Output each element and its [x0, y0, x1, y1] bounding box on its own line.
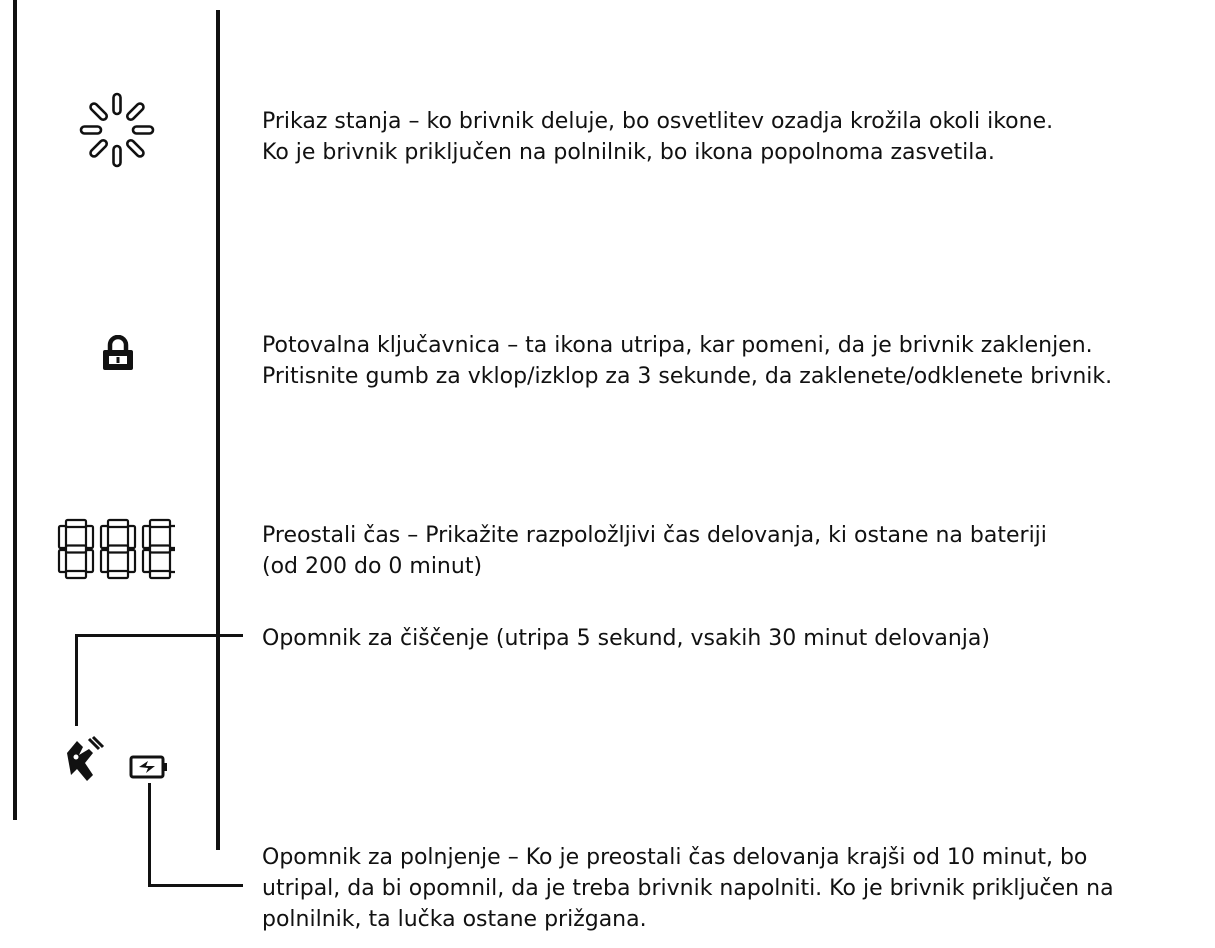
segment-3-c: [170, 550, 175, 572]
segment-3-e: [143, 550, 150, 572]
segment-3-g: [150, 546, 170, 553]
segment-1-e: [59, 550, 66, 572]
remaining-time-description-line-1: Preostali čas – Prikažite razpoložljivi čas delovanja, ki ostane na bateriji: [262, 523, 1047, 548]
lock-description-line-2: Pritisnite gumb za vklop/izklop za 3 sekunde, da zaklenete/odklenete brivnik.: [262, 364, 1113, 389]
remaining-time-description-line-2: (od 200 do 0 minut): [262, 554, 483, 579]
cleaning-leader-horizontal: [75, 634, 243, 637]
cleaning-description-line-1: Opomnik za čiščenje (utripa 5 sekund, vsakih 30 minut delovanja): [262, 626, 990, 651]
segment-1-g: [66, 546, 86, 553]
segment-2-d: [108, 571, 128, 578]
seven-segment-display-icon: [57, 518, 175, 580]
segment-1-f: [59, 526, 66, 548]
segment-2-g: [108, 546, 128, 553]
segment-1-d: [66, 571, 86, 578]
segment-3-f: [143, 526, 150, 548]
loading-spinner-icon: [77, 90, 157, 170]
segment-3-b: [170, 526, 175, 548]
cleaning-description: [262, 623, 990, 654]
status-description-line-1: Prikaz stanja – ko brivnik deluje, bo osvetlitev ozadja krožila okoli ikone.: [262, 109, 1054, 134]
charging-description: [262, 842, 1114, 935]
cleaning-leader-vertical: [75, 634, 78, 726]
remaining-time-description: [262, 520, 1047, 582]
cleaning-brush-icon: [63, 735, 105, 783]
charging-description-line-1: Opomnik za polnjenje – Ko je preostali čas delovanja krajši od 10 minut, bo: [262, 845, 1088, 870]
charging-leader-vertical: [148, 783, 151, 887]
segment-3-a: [150, 520, 170, 527]
segment-1-a: [66, 520, 86, 527]
panel-right-edge: [216, 10, 220, 850]
charging-description-line-2: utripal, da bi opomnil, da je treba brivnik napolniti. Ko je brivnik priključen na: [262, 876, 1114, 901]
panel-left-edge: [13, 0, 17, 820]
segment-2-c: [128, 550, 135, 572]
segment-3-d: [150, 571, 170, 578]
lock-description-line-1: Potovalna ključavnica – ta ikona utripa, kar pomeni, da je brivnik zaklenjen.: [262, 333, 1093, 358]
padlock-icon: [101, 335, 135, 371]
segment-1-b: [86, 526, 93, 548]
charging-description-line-3: polnilnik, ta lučka ostane prižgana.: [262, 907, 647, 932]
segment-2-f: [101, 526, 108, 548]
lock-description: [262, 330, 1112, 392]
charging-leader-horizontal: [148, 884, 243, 887]
segment-2-e: [101, 550, 108, 572]
status-description: [262, 106, 1053, 168]
status-description-line-2: Ko je brivnik priključen na polnilnik, bo ikona popolnoma zasvetila.: [262, 140, 995, 165]
battery-charging-icon: [129, 754, 169, 780]
segment-2-b: [128, 526, 135, 548]
segment-2-a: [108, 520, 128, 527]
segment-1-c: [86, 550, 93, 572]
